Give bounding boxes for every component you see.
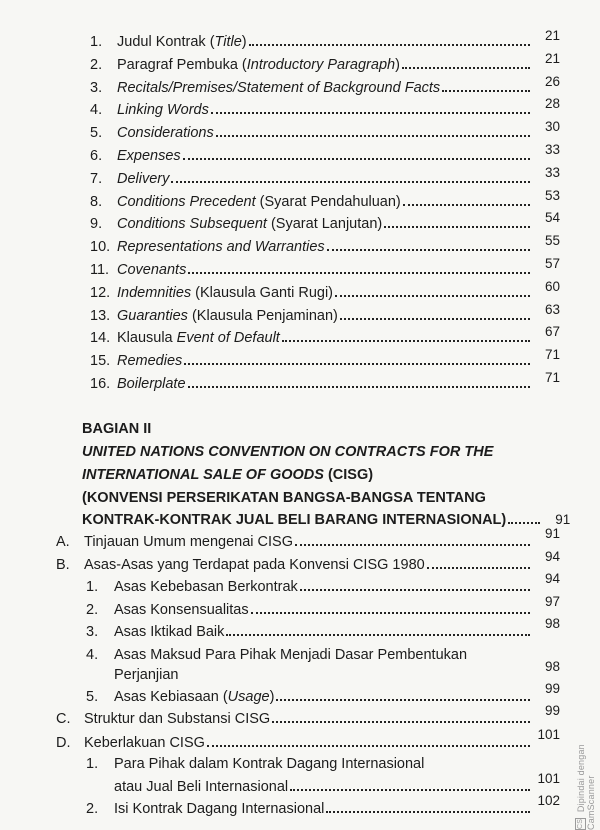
leader-dots — [300, 589, 530, 591]
entry-number: 2. — [86, 801, 99, 817]
leader-dots — [188, 386, 530, 388]
entry-title-segment: Guaranties — [117, 307, 188, 324]
leader-dots — [282, 340, 530, 342]
entry-title-segment: Isi Kontrak Dagang Internasional — [114, 801, 325, 817]
part2-title-line2 — [82, 464, 373, 486]
entry-title-segment: Tinjauan Umum mengenai CISG — [84, 534, 293, 550]
entry-page-number: 71 — [544, 370, 560, 385]
entry-title-segment: Klausula — [117, 330, 177, 347]
entry-number: 9. — [90, 216, 103, 233]
entry-title — [84, 532, 293, 552]
leader-dots — [290, 789, 530, 791]
entry-title-segment: (Klausula Penjaminan) — [187, 307, 338, 324]
entry-title-segment: (Klausula Ganti Rugi) — [191, 284, 333, 301]
entry-title-segment: Asas Maksud Para Pihak Menjadi Dasar Pembentukan — [114, 647, 468, 663]
part2-label: BAGIAN II — [82, 421, 152, 437]
toc-entry — [90, 301, 560, 326]
entry-title-segment: ) — [395, 56, 400, 73]
entry-number: 3. — [90, 79, 103, 96]
entry-number: 10. — [90, 239, 111, 256]
toc-entry — [56, 549, 560, 575]
entry-title — [114, 665, 179, 685]
part2-title-line4 — [82, 508, 571, 530]
leader-dots — [183, 158, 530, 160]
entry-page-number: 33 — [544, 164, 560, 180]
part2-title-page: 91 — [555, 512, 571, 527]
camscanner-watermark — [575, 690, 596, 830]
entry-page-number: 55 — [544, 233, 560, 249]
toc-entry — [90, 372, 560, 394]
entry-page-number: 99 — [544, 681, 560, 696]
entry-title — [84, 709, 270, 729]
leader-dots — [207, 745, 530, 747]
leader-dots — [276, 699, 530, 701]
watermark-text: Dipindai dengan CamScanner — [576, 744, 596, 830]
entry-title — [117, 32, 247, 52]
leader-dots — [216, 135, 530, 137]
leader-dots — [188, 272, 530, 274]
leader-dots — [403, 204, 530, 206]
entry-title — [117, 192, 401, 212]
entry-page-number: 54 — [544, 210, 560, 226]
entry-title-segment: Event of Default — [176, 330, 280, 347]
entry-number: 11. — [90, 262, 110, 278]
entry-title-segment: Paragraf Pembuka ( — [117, 56, 247, 73]
toc-entry — [86, 771, 560, 797]
entry-title-segment: Considerations — [117, 125, 214, 142]
entry-title — [117, 328, 280, 348]
leader-dots — [251, 612, 530, 614]
entry-title — [84, 555, 425, 575]
entry-number: 1. — [86, 579, 99, 595]
entry-title-segment: Boilerplate — [117, 376, 186, 392]
toc-entry — [56, 526, 560, 552]
entry-title — [117, 283, 333, 303]
entry-number: 1. — [86, 756, 99, 772]
part2-title-line4-text: KONTRAK-KONTRAK JUAL BELI BARANG INTERNASIONAL) — [82, 512, 507, 528]
entry-number: 12. — [90, 284, 111, 301]
toc-entry — [56, 727, 560, 753]
entry-page-number: 102 — [537, 793, 560, 808]
leader-dots — [211, 112, 530, 114]
entry-title — [114, 777, 288, 797]
entry-title — [117, 214, 382, 234]
toc-entry — [90, 187, 560, 212]
entry-title-segment: (Syarat Pendahuluan) — [255, 193, 401, 210]
entry-title — [117, 306, 338, 326]
toc-entry — [90, 349, 560, 371]
entry-title-segment: Para Pihak dalam Kontrak Dagang Internasional — [114, 756, 425, 772]
toc-entry — [90, 212, 560, 234]
entry-page-number: 94 — [544, 549, 560, 564]
entry-page-number: 67 — [544, 324, 560, 340]
entry-title — [117, 374, 186, 394]
entry-title — [114, 577, 298, 597]
toc-entry — [90, 164, 560, 189]
entry-title — [114, 645, 467, 665]
entry-page-number: 91 — [544, 526, 560, 541]
entry-page-number: 98 — [544, 659, 560, 674]
entry-page-number: 101 — [537, 771, 560, 786]
entry-title — [117, 123, 214, 143]
entry-title-segment: Asas Kebiasaan ( — [114, 689, 228, 705]
toc-entry — [90, 73, 560, 98]
entry-title-segment: Struktur dan Substansi CISG — [84, 711, 271, 727]
entry-page-number: 63 — [544, 301, 560, 317]
camscanner-logo-icon: CS — [577, 818, 584, 829]
entry-title-segment: Expenses — [117, 148, 181, 164]
entry-title-segment: ) — [269, 689, 275, 705]
part2-title-line2-italic: INTERNATIONAL SALE OF GOODS — [82, 467, 324, 483]
entry-title-segment: Judul Kontrak ( — [117, 34, 215, 50]
leader-dots — [442, 90, 530, 92]
entry-number: 6. — [90, 148, 103, 164]
entry-title-segment: Recitals/Premises/Statement of Background Facts — [117, 79, 441, 96]
entry-number: 1. — [90, 34, 103, 50]
entry-title — [117, 351, 182, 371]
entry-title-segment: Conditions Subsequent — [117, 216, 267, 233]
entry-title — [117, 55, 400, 75]
entry-title-segment: Asas Iktikad Baik — [114, 624, 225, 640]
entry-title-segment: Remedies — [117, 353, 183, 370]
entry-page-number: 60 — [544, 278, 560, 294]
toc-entry — [86, 793, 560, 819]
leader-dots — [272, 721, 530, 723]
toc-entry — [86, 752, 560, 774]
toc-entry — [86, 616, 560, 642]
entry-page-number: 26 — [544, 73, 560, 89]
entry-title — [114, 754, 424, 774]
entry-number: 14. — [90, 330, 111, 347]
entry-title — [117, 237, 325, 257]
entry-title-segment: ) — [241, 34, 247, 50]
toc-entry — [90, 30, 560, 52]
entry-page-number: 30 — [544, 119, 560, 135]
entry-number: 5. — [90, 125, 103, 142]
entry-number: 2. — [86, 602, 99, 618]
entry-title-segment: Covenants — [117, 262, 187, 278]
toc-entry — [86, 594, 560, 620]
entry-number: C. — [56, 711, 71, 727]
toc-entry — [86, 681, 560, 707]
entry-number: 7. — [90, 170, 103, 187]
entry-title-segment: Usage — [227, 689, 270, 705]
entry-page-number: 21 — [544, 50, 560, 66]
part2-title-line3: (KONVENSI PERSERIKATAN BANGSA-BANGSA TENTANG — [82, 490, 486, 506]
part2-title-line1: UNITED NATIONS CONVENTION ON CONTRACTS FOR THE — [82, 444, 494, 460]
toc-entry — [90, 144, 560, 166]
entry-title-segment: Asas-Asas yang Terdapat pada Konvensi CISG 1980 — [84, 557, 425, 573]
entry-number: B. — [56, 557, 70, 573]
entry-page-number: 98 — [544, 616, 560, 631]
entry-number: 3. — [86, 624, 99, 640]
entry-page-number: 101 — [537, 727, 560, 742]
entry-title-segment: Introductory Paragraph — [246, 56, 396, 73]
leader-dots — [427, 567, 530, 569]
entry-number: 4. — [90, 102, 103, 119]
leader-dots — [384, 226, 530, 228]
toc-entry — [86, 571, 560, 597]
entry-title — [117, 78, 440, 98]
entry-title — [114, 799, 324, 819]
leader-dots — [327, 249, 530, 251]
entry-page-number: 97 — [544, 594, 560, 609]
entry-number: 13. — [90, 307, 111, 324]
entry-title-segment: Asas Konsensualitas — [114, 602, 249, 618]
entry-page-number: 28 — [544, 96, 560, 112]
leader-dots — [226, 634, 530, 636]
toc-entry — [90, 98, 560, 120]
leader-dots — [249, 44, 530, 46]
entry-title — [117, 169, 169, 189]
entry-page-number: 33 — [544, 142, 560, 157]
entry-title-segment: Linking Words — [117, 102, 209, 119]
toc-entry — [90, 121, 560, 143]
leader-dots — [326, 811, 530, 813]
entry-title — [84, 733, 205, 753]
entry-number: A. — [56, 534, 70, 550]
entry-title-segment: Indemnities — [117, 284, 192, 301]
entry-page-number: 57 — [544, 256, 560, 271]
entry-title-segment: Conditions Precedent — [117, 193, 256, 210]
toc-entry — [86, 643, 560, 665]
entry-title-segment: Title — [214, 34, 242, 50]
leader-dots — [171, 181, 530, 183]
entry-title-segment: Representations and Warranties — [117, 239, 325, 256]
entry-title-segment: Asas Kebebasan Berkontrak — [114, 579, 298, 595]
toc-entry — [90, 235, 560, 257]
entry-page-number: 94 — [544, 571, 560, 586]
entry-number: 15. — [90, 353, 111, 370]
leader-dots — [184, 363, 530, 365]
entry-number: D. — [56, 735, 71, 751]
entry-title — [114, 687, 274, 707]
toc-entry — [90, 326, 560, 348]
entry-title-segment: Keberlakuan CISG — [84, 735, 205, 751]
entry-number: 16. — [90, 376, 111, 392]
toc-entry — [90, 278, 560, 303]
entry-title-segment: Delivery — [117, 170, 170, 187]
leader-dots — [340, 318, 530, 320]
entry-number: 4. — [86, 647, 99, 663]
entry-title-segment: (Syarat Lanjutan) — [266, 216, 383, 233]
leader-dots — [295, 544, 530, 546]
entry-title — [114, 622, 224, 642]
entry-number: 8. — [90, 193, 103, 210]
entry-title — [114, 600, 249, 620]
entry-title — [117, 260, 186, 280]
entry-page-number: 99 — [544, 703, 560, 718]
toc-entry — [56, 703, 560, 729]
toc-entry — [90, 50, 560, 75]
entry-title — [117, 146, 181, 166]
entry-page-number: 21 — [544, 28, 560, 43]
entry-page-number: 53 — [544, 187, 560, 203]
entry-page-number: 71 — [544, 347, 560, 363]
toc-entry — [90, 258, 560, 280]
toc-entry — [86, 659, 560, 685]
entry-number: 5. — [86, 689, 99, 705]
entry-title — [117, 100, 209, 120]
entry-title-segment: atau Jual Beli Internasional — [114, 779, 289, 795]
part2-title-line2-rest: (CISG) — [323, 467, 374, 483]
leader-dots — [402, 67, 530, 69]
entry-number: 2. — [90, 56, 103, 73]
entry-title-segment: Perjanjian — [114, 667, 179, 683]
leader-dots — [335, 295, 530, 297]
